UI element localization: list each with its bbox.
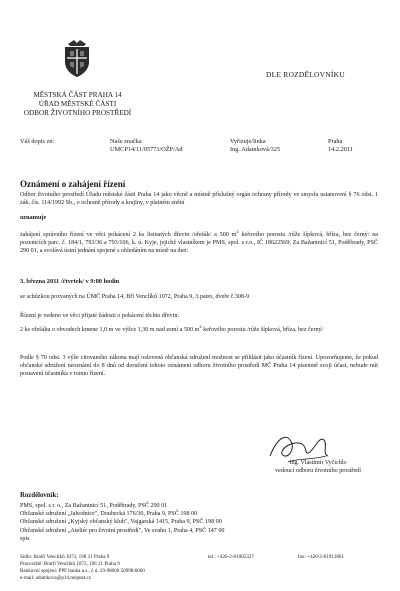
footer-office: Pracoviště: Bratří Venclíků 1072, 198 21 Praha 9 (20, 561, 120, 567)
document-title: Oznámení o zahájení řízení (20, 179, 126, 189)
our-ref-value: UMCP14/11/05773/OŽP/Ad (110, 146, 183, 153)
request-intro: Řízení je vedeno ve věci přijaté žádosti o pokácení těchto dřevin: (20, 313, 180, 319)
footer-phone: tel.: +420-2-81005327 (208, 554, 254, 560)
footer-bank: Bankovní spojení: PPF banka a.s., č.ú.:19-98000 50998/6000 (20, 568, 145, 574)
participation-paragraph: Podle § 70 odst. 3 výše citovaného zákona mají oslovená občanská sdružení možnost se přihlásit jako účastník řízení. Upozorňujeme, že pokud občanské sdružení neoznámí do 8 dnů od doručení tohoto oznámení odboru životního prostředí MČ Praha 14 písemně svoji účast, nebude mít postavení účastníka v tomto řízení. (20, 355, 378, 378)
procedure-paragraph: zahájení správního řízení ve věci pokácení 2 ks listnatých dřevin /ořešák/ a 500 $m^2$ keřového porostu /růže šípková, bříza, bez černý/ na pozemcích parc. č. 184/1, 793/36 a 793/106, k. ú. Kyje, jejichž vlastníkem je PMS, spol. s r.o., IČ 18622569, Za Bažantnicí 51, Poděbrady, PSČ 290 01, a svolává ústní jednání spojené s ohledáním na místě na den: (20, 228, 378, 255)
footer-seat: Sídlo: Bratří Venclíků 1073, 198 21 Praha 9 (20, 554, 110, 560)
footer-address (20, 554, 145, 582)
recipients-title: Rozdělovník: (20, 492, 59, 499)
handled-by-value: Ing. Adamková/325 (230, 146, 281, 153)
footer-fax: fax: +420-2-81912861 (298, 554, 345, 560)
footer-email: e-mail: adamkova@p14.mepnet.cz (20, 575, 92, 581)
org-line-3: ODBOR ŽIVOTNÍHO PROSTŘEDÍ (23, 109, 132, 117)
intro-paragraph: Odbor životního prostředí Úřadu městské části Praha 14 jako věcně a místně příslušný orgán ochrany přírody ve smyslu ustanovení § 76 odst. 1 zák. čís. 114/1992 Sb., o ochraně přírody a krajiny, v platném znění (20, 192, 378, 207)
list-item: Občanské sdružení „Ateliér pro životní prostředí", Ve svahu 1, Praha 4, PSČ 147 00 (20, 527, 225, 534)
place: Praha (328, 138, 343, 145)
list-item: Občanské sdružení „Kyjský občanský klub", Vajgarská 1415, Praha 9, PSČ 198 00 (20, 519, 222, 526)
signature-name: Ing. Vlastimír Vyčichlo (289, 460, 347, 466)
meeting-place: se schůzkou pozvaných na ÚMČ Praha 14, Bří Venclíků 1072, Praha 9, 3.patro, dveře č.308-9 (20, 294, 250, 300)
handled-by-label: Vyřizuje/linka (230, 138, 266, 145)
request-paragraph: 2 ks ořešáku o obvodech kmene 1,0 m ve výšce 1,30 m nad zemí a 500 $m^2$ keřového porostu /růže šípková, bříza, bez černý/ (20, 323, 324, 333)
date: 14.2.2011 (328, 146, 353, 153)
your-letter-label: Váš dopis zn: (20, 138, 55, 145)
list-item: PMS, spol. s r. o., Za Bažantnicí 51, Poděbrady, PSČ 290 01 (20, 503, 168, 509)
coat-of-arms-icon (62, 38, 92, 78)
list-item: Občanské sdružení „Jahodnice", Doubecká 176/30, Praha 9, PSČ 198 00 (20, 511, 198, 518)
distribution-label: DLE ROZDĚLOVNÍKU (266, 70, 345, 79)
our-ref-label: Naše značka (110, 138, 142, 145)
meeting-datetime: 3. března 2011 /čtvrtek/ v 9:00 hodin (20, 278, 120, 285)
announces-heading: oznamuje (20, 214, 47, 221)
org-line-2: ÚŘAD MĚSTSKÉ ČÁSTI (38, 100, 117, 108)
recipients-list (20, 502, 224, 543)
list-item: spis (20, 535, 30, 542)
org-line-1: MĚSTSKÁ ČÁST PRAHA 14 (33, 91, 122, 99)
signature-role: vedoucí odboru životního prostředí (275, 468, 361, 474)
